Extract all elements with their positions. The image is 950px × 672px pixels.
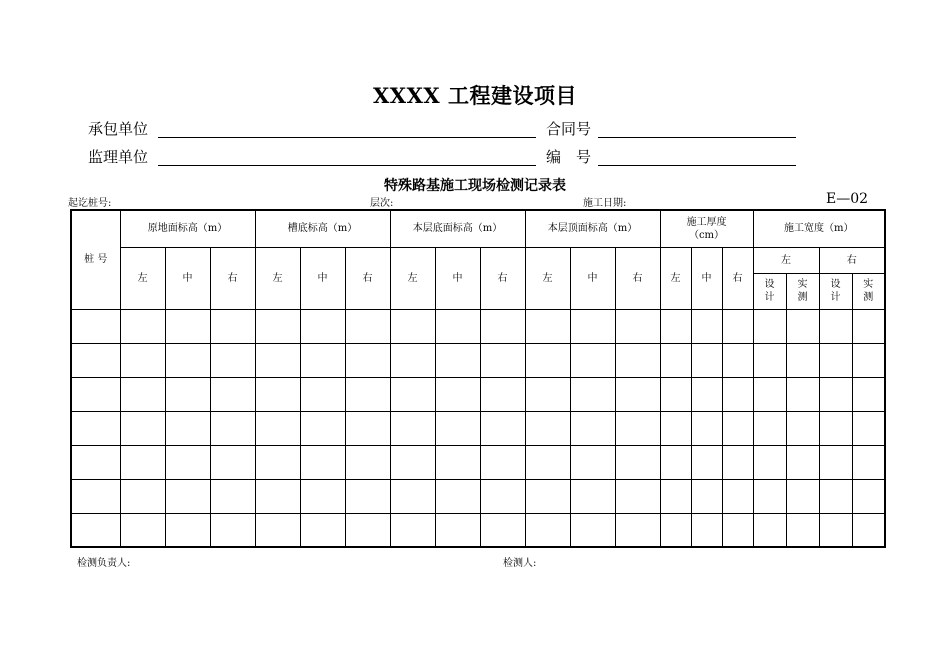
- table-cell[interactable]: [120, 309, 165, 343]
- group-header-original-ground: 原地面标高（m）: [120, 210, 255, 247]
- serial-no-field[interactable]: [598, 165, 796, 166]
- table-cell[interactable]: [255, 513, 300, 547]
- table-cell[interactable]: [300, 309, 345, 343]
- layer-label: 层次:: [370, 198, 394, 209]
- group-header-layer-bottom: 本层底面标高（m）: [390, 210, 525, 247]
- table-cell[interactable]: [345, 479, 390, 513]
- table-cell[interactable]: [390, 411, 435, 445]
- form-title: 特殊路基施工现场检测记录表: [384, 178, 566, 194]
- table-cell[interactable]: [570, 411, 615, 445]
- sub-right: 右: [722, 247, 753, 309]
- supervisor-label: 监理单位: [88, 148, 149, 166]
- table-cell[interactable]: [255, 343, 300, 377]
- table-cell[interactable]: [660, 343, 691, 377]
- group-header-width: 施工宽度（m）: [753, 210, 885, 247]
- table-cell[interactable]: [165, 411, 210, 445]
- table-cell[interactable]: [435, 343, 480, 377]
- table-cell[interactable]: [210, 411, 255, 445]
- table-cell[interactable]: [660, 377, 691, 411]
- table-cell[interactable]: [722, 479, 753, 513]
- date-label: 施工日期:: [583, 198, 627, 209]
- table-cell[interactable]: [570, 343, 615, 377]
- table-cell[interactable]: [753, 513, 786, 547]
- table-cell[interactable]: [615, 513, 660, 547]
- table-cell[interactable]: [71, 309, 120, 343]
- table-cell[interactable]: [819, 479, 852, 513]
- table-cell[interactable]: [120, 343, 165, 377]
- table-cell[interactable]: [753, 445, 786, 479]
- table-cell[interactable]: [255, 411, 300, 445]
- table-cell[interactable]: [345, 343, 390, 377]
- form-code: E—02: [826, 191, 869, 207]
- table-row: [71, 445, 885, 479]
- table-cell[interactable]: [819, 343, 852, 377]
- table-cell[interactable]: [615, 479, 660, 513]
- sub-center: 中: [570, 247, 615, 309]
- start-stake-label: 起讫桩号:: [68, 198, 112, 209]
- table-cell[interactable]: [691, 343, 722, 377]
- table-cell[interactable]: [786, 411, 819, 445]
- table-row: [71, 513, 885, 547]
- table-cell[interactable]: [480, 445, 525, 479]
- table-cell[interactable]: [165, 479, 210, 513]
- table-cell[interactable]: [480, 377, 525, 411]
- table-cell[interactable]: [786, 309, 819, 343]
- table-cell[interactable]: [210, 377, 255, 411]
- table-cell[interactable]: [615, 343, 660, 377]
- width-right-measured: 实测: [852, 273, 885, 309]
- table-cell[interactable]: [255, 479, 300, 513]
- table-cell[interactable]: [165, 309, 210, 343]
- table-cell[interactable]: [300, 377, 345, 411]
- table-cell[interactable]: [852, 411, 885, 445]
- contractor-field[interactable]: [158, 137, 536, 138]
- table-cell[interactable]: [691, 411, 722, 445]
- table-cell[interactable]: [165, 343, 210, 377]
- contractor-label: 承包单位: [88, 120, 149, 138]
- table-cell[interactable]: [753, 309, 786, 343]
- table-cell[interactable]: [615, 377, 660, 411]
- table-cell[interactable]: [71, 411, 120, 445]
- table-cell[interactable]: [300, 411, 345, 445]
- table-cell[interactable]: [255, 445, 300, 479]
- table-cell[interactable]: [819, 513, 852, 547]
- table-cell[interactable]: [615, 445, 660, 479]
- table-cell[interactable]: [390, 445, 435, 479]
- table-cell[interactable]: [753, 411, 786, 445]
- table-cell[interactable]: [691, 445, 722, 479]
- table-cell[interactable]: [786, 377, 819, 411]
- table-cell[interactable]: [255, 377, 300, 411]
- table-cell[interactable]: [210, 309, 255, 343]
- table-cell[interactable]: [786, 479, 819, 513]
- table-cell[interactable]: [390, 377, 435, 411]
- sub-center: 中: [435, 247, 480, 309]
- table-cell[interactable]: [71, 513, 120, 547]
- sub-right: 右: [480, 247, 525, 309]
- table-cell[interactable]: [120, 513, 165, 547]
- table-cell[interactable]: [165, 377, 210, 411]
- table-cell[interactable]: [390, 309, 435, 343]
- sub-center: 中: [300, 247, 345, 309]
- table-cell[interactable]: [615, 309, 660, 343]
- table-cell[interactable]: [390, 343, 435, 377]
- table-cell[interactable]: [435, 309, 480, 343]
- table-cell[interactable]: [786, 513, 819, 547]
- inspector-in-charge-label: 检测负责人:: [77, 558, 131, 569]
- sub-left: 左: [660, 247, 691, 309]
- table-cell[interactable]: [691, 309, 722, 343]
- supervisor-field[interactable]: [158, 165, 536, 166]
- table-cell[interactable]: [435, 445, 480, 479]
- table-cell[interactable]: [819, 377, 852, 411]
- table-cell[interactable]: [786, 445, 819, 479]
- sub-right: 右: [615, 247, 660, 309]
- table-cell[interactable]: [570, 309, 615, 343]
- table-cell[interactable]: [525, 343, 570, 377]
- table-row: [71, 411, 885, 445]
- group-header-thickness: 施工厚度（cm）: [660, 210, 753, 247]
- table-cell[interactable]: [210, 513, 255, 547]
- table-cell[interactable]: [722, 309, 753, 343]
- table-cell[interactable]: [660, 411, 691, 445]
- width-left-design: 设计: [753, 273, 786, 309]
- table-cell[interactable]: [570, 445, 615, 479]
- table-cell[interactable]: [255, 309, 300, 343]
- table-cell[interactable]: [165, 445, 210, 479]
- table-cell[interactable]: [753, 377, 786, 411]
- table-cell[interactable]: [691, 513, 722, 547]
- table-cell[interactable]: [722, 445, 753, 479]
- table-cell[interactable]: [480, 411, 525, 445]
- table-cell[interactable]: [525, 309, 570, 343]
- table-cell[interactable]: [852, 479, 885, 513]
- table-cell[interactable]: [345, 513, 390, 547]
- record-table: [70, 209, 886, 548]
- contract-no-label: 合同号: [546, 120, 592, 138]
- table-cell[interactable]: [852, 445, 885, 479]
- table-cell[interactable]: [852, 377, 885, 411]
- stake-header: 桩 号: [71, 210, 120, 309]
- page-title: XXXX 工程建设项目: [373, 83, 577, 108]
- table-cell[interactable]: [71, 343, 120, 377]
- table-cell[interactable]: [120, 445, 165, 479]
- table-cell[interactable]: [165, 513, 210, 547]
- table-cell[interactable]: [300, 479, 345, 513]
- table-cell[interactable]: [570, 513, 615, 547]
- table-cell[interactable]: [210, 343, 255, 377]
- table-cell[interactable]: [852, 343, 885, 377]
- table-cell[interactable]: [345, 445, 390, 479]
- table-cell[interactable]: [300, 513, 345, 547]
- table-cell[interactable]: [819, 445, 852, 479]
- table-cell[interactable]: [615, 411, 660, 445]
- sub-right: 右: [345, 247, 390, 309]
- table-cell[interactable]: [345, 309, 390, 343]
- table-cell[interactable]: [722, 513, 753, 547]
- width-right-design: 设计: [819, 273, 852, 309]
- width-left-header: 左: [753, 247, 819, 273]
- table-cell[interactable]: [71, 445, 120, 479]
- table-cell[interactable]: [71, 377, 120, 411]
- table-cell[interactable]: [435, 513, 480, 547]
- table-cell[interactable]: [435, 377, 480, 411]
- table-cell[interactable]: [435, 479, 480, 513]
- width-left-measured: 实测: [786, 273, 819, 309]
- table-cell[interactable]: [71, 479, 120, 513]
- serial-no-label: 编 号: [546, 148, 592, 166]
- table-cell[interactable]: [852, 309, 885, 343]
- sub-left: 左: [120, 247, 165, 309]
- table-cell[interactable]: [852, 513, 885, 547]
- table-cell[interactable]: [480, 479, 525, 513]
- sub-left: 左: [255, 247, 300, 309]
- table-cell[interactable]: [525, 479, 570, 513]
- group-header-trough-bottom: 槽底标高（m）: [255, 210, 390, 247]
- table-cell[interactable]: [390, 479, 435, 513]
- table-cell[interactable]: [120, 479, 165, 513]
- table-cell[interactable]: [722, 411, 753, 445]
- sub-right: 右: [210, 247, 255, 309]
- table-cell[interactable]: [660, 513, 691, 547]
- table-cell[interactable]: [345, 411, 390, 445]
- sub-left: 左: [390, 247, 435, 309]
- table-cell[interactable]: [525, 377, 570, 411]
- table-cell[interactable]: [722, 377, 753, 411]
- table-cell[interactable]: [660, 479, 691, 513]
- table-cell[interactable]: [300, 343, 345, 377]
- table-body: [71, 309, 885, 547]
- table-row: [71, 343, 885, 377]
- table-cell[interactable]: [570, 377, 615, 411]
- table-cell[interactable]: [120, 411, 165, 445]
- inspector-label: 检测人:: [503, 558, 537, 569]
- table-cell[interactable]: [300, 445, 345, 479]
- sub-center: 中: [165, 247, 210, 309]
- table-cell[interactable]: [480, 513, 525, 547]
- table-cell[interactable]: [819, 411, 852, 445]
- table-cell[interactable]: [570, 479, 615, 513]
- table-cell[interactable]: [786, 343, 819, 377]
- table-cell[interactable]: [819, 309, 852, 343]
- table-cell[interactable]: [660, 445, 691, 479]
- table-cell[interactable]: [722, 343, 753, 377]
- table-cell[interactable]: [525, 411, 570, 445]
- table-cell[interactable]: [660, 309, 691, 343]
- sub-left: 左: [525, 247, 570, 309]
- contract-no-field[interactable]: [598, 137, 796, 138]
- group-header-layer-top: 本层顶面标高（m）: [525, 210, 660, 247]
- table-row: [71, 479, 885, 513]
- table-cell[interactable]: [435, 411, 480, 445]
- table-cell[interactable]: [345, 377, 390, 411]
- table-cell[interactable]: [525, 513, 570, 547]
- table-cell[interactable]: [120, 377, 165, 411]
- table-cell[interactable]: [480, 343, 525, 377]
- table-cell[interactable]: [691, 377, 722, 411]
- table-row: [71, 377, 885, 411]
- table-cell[interactable]: [753, 343, 786, 377]
- sub-center: 中: [691, 247, 722, 309]
- width-right-header: 右: [819, 247, 885, 273]
- table-cell[interactable]: [210, 445, 255, 479]
- table-cell[interactable]: [525, 445, 570, 479]
- table-cell[interactable]: [210, 479, 255, 513]
- table-cell[interactable]: [753, 479, 786, 513]
- table-cell[interactable]: [480, 309, 525, 343]
- table-cell[interactable]: [390, 513, 435, 547]
- table-row: [71, 309, 885, 343]
- table-cell[interactable]: [691, 479, 722, 513]
